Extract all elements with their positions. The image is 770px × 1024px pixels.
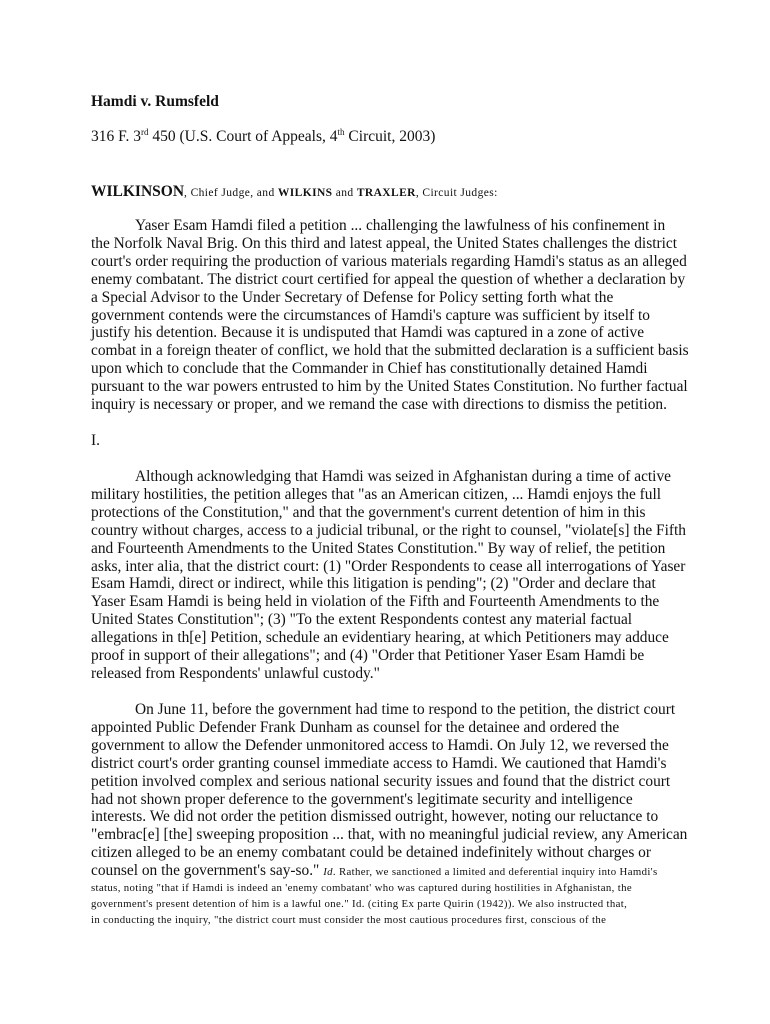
judges-text-3: , Circuit Judges: <box>415 187 498 199</box>
paragraph-1-line: government contends were the circumstances of Hamdi's capture was sufficient by itself to <box>91 306 650 324</box>
citation-sup-1: rd <box>141 126 149 137</box>
judges-text-2: and <box>332 187 357 199</box>
paragraph-1-line: upon which to conclude that the Commander in Chief has constitutionally detained Hamdi <box>91 360 648 378</box>
paragraph-2-line: country without charges, access to a judicial tribunal, or the right to counsel, "violate[s] the Fifth <box>91 521 686 539</box>
judges-text-1: , Chief Judge, and <box>184 187 278 199</box>
paragraph-1-line: justify his detention. Because it is undisputed that Hamdi was captured in a zone of active <box>91 324 645 342</box>
paragraph-3-line: citizen alleged to be an enemy combatant could be detained indefinitely without charges or <box>91 844 651 862</box>
paragraph-1-line: enemy combatant. The district court certified for appeal the question of whether a declaration by <box>91 270 686 288</box>
citation-sup-2: th <box>337 126 345 137</box>
paragraph-3-line: interests. We did not order the petition dismissed outright, however, noting our reluctance to <box>91 808 659 826</box>
paragraph-3-line: "embrac[e] [the] sweeping proposition ... that, with no meaningful judicial review, any American <box>91 826 688 844</box>
paragraph-1-line: court's order requiring the production of various materials regarding Hamdi's status as an alleged <box>91 252 687 270</box>
paragraph-2-line: military hostilities, the petition alleges that "as an American citizen, ... Hamdi enjoys the full <box>91 485 662 503</box>
paragraph-3-line: district court's order granting counsel immediate access to Hamdi. We cautioned that Hamdi's <box>91 754 667 772</box>
paragraph-3-large-text: counsel on the government's say-so." <box>91 862 324 880</box>
paragraph-2-line: United States Constitution"; (3) "To the extent Respondents contest any material factual <box>91 611 633 629</box>
case-title: Hamdi v. Rumsfeld <box>91 93 219 110</box>
paragraph-2-line: Esam Hamdi, direct or indirect, while this litigation is pending"; (2) "Order and declare that <box>91 575 656 593</box>
paragraph-2 <box>91 468 686 683</box>
paragraph-2-line: released from Respondents' unlawful custody." <box>91 664 380 682</box>
paragraph-3-small-line: in conducting the inquiry, "the district court must consider the most cautious procedures first, conscious of the <box>91 914 607 927</box>
id-citation: Id <box>323 866 333 879</box>
paragraph-1-line: Yaser Esam Hamdi filed a petition ... challenging the lawfulness of his confinement in <box>135 217 666 234</box>
paragraph-3-line: appointed Public Defender Frank Dunham as counsel for the detainee and ordered the <box>91 718 620 736</box>
paragraph-2-line: Yaser Esam Hamdi is being held in violation of the Fifth and Fourteenth Amendments to the <box>91 593 660 611</box>
judges-line <box>91 183 498 201</box>
paragraph-3 <box>91 701 688 928</box>
citation-part-2: 450 (U.S. Court of Appeals, 4 <box>148 128 338 145</box>
paragraph-3-line: On June 11, before the government had time to respond to the petition, the district court <box>135 701 676 718</box>
section-heading: I. <box>91 432 101 449</box>
case-citation <box>91 128 435 146</box>
paragraph-3-mixed-line <box>91 862 681 880</box>
citation-part-3: Circuit, 2003) <box>344 128 436 145</box>
paragraph-3-small-text: . Rather, we sanctioned a limited and deferential inquiry into Hamdi's <box>332 866 658 879</box>
paragraph-3-small-line: status, noting "that if Hamdi is indeed an 'enemy combatant' who was captured during hostilities in Afghanistan, the <box>91 882 632 895</box>
paragraph-3-line: petition involved complex and serious national security issues and found that the district court <box>91 772 671 790</box>
paragraph-1-line: the Norfolk Naval Brig. On this third and latest appeal, the United States challenges the district <box>91 234 677 252</box>
paragraph-1-line: combat in a foreign theater of conflict, we hold that the submitted declaration is a sufficient basis <box>91 342 689 360</box>
paragraph-1-line: a Special Advisor to the Under Secretary of Defense for Policy setting forth what the <box>91 288 614 306</box>
paragraph-2-line: Although acknowledging that Hamdi was seized in Afghanistan during a time of active <box>135 468 671 485</box>
paragraph-3-line: government to allow the Defender unmonitored access to Hamdi. On July 12, we reversed the <box>91 736 669 754</box>
paragraph-2-line: and Fourteenth Amendments to the United States Constitution." By way of relief, the petition <box>91 539 666 557</box>
judge-name-2: WILKINS <box>277 187 333 199</box>
paragraph-3-line: had not shown proper deference to the government's legitimate security and intelligence <box>91 790 633 808</box>
paragraph-3-small-line: government's present detention of him is a lawful one." Id. (citing Ex parte Quirin (1942)). We also instructed that, <box>91 898 628 911</box>
paragraph-2-line: asks, inter alia, that the district court: (1) "Order Respondents to cease all interrogations of Yaser <box>91 557 686 575</box>
paragraph-1-line: pursuant to the war powers entrusted to him by the United States Constitution. No further factual <box>91 378 688 396</box>
paragraph-1 <box>91 217 689 414</box>
citation-part-1: 316 F. 3 <box>91 128 142 145</box>
paragraph-2-line: protections of the Constitution," and that the government's current detention of him in this <box>91 503 646 521</box>
paragraph-1-line: inquiry is necessary or proper, and we remand the case with directions to dismiss the petition. <box>91 396 667 414</box>
paragraph-2-line: proof in support of their allegations"; and (4) "Order that Petitioner Yaser Esam Hamdi be <box>91 647 645 665</box>
judge-name-3: TRAXLER <box>356 187 416 199</box>
judge-name-1: WILKINSON <box>91 183 185 200</box>
paragraph-2-line: allegations in th[e] Petition, schedule an evidentiary hearing, at which Petitioners may adduce <box>91 629 669 647</box>
